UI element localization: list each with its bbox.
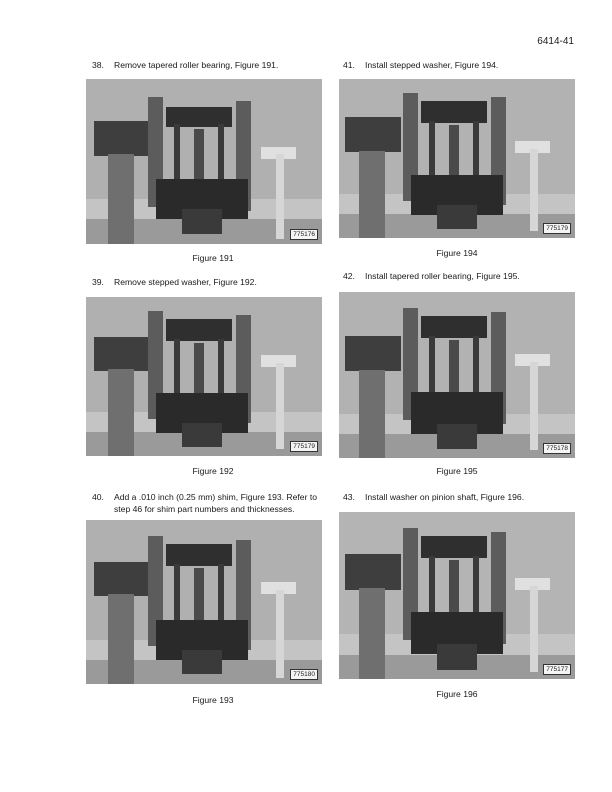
photo-id: 775179 <box>290 441 318 452</box>
step-43 <box>343 491 524 503</box>
figure-194-caption: Figure 194 <box>436 248 478 258</box>
photo-id: 775178 <box>543 443 571 454</box>
photo-id: 775176 <box>290 229 318 240</box>
step-number: 39. <box>92 277 104 287</box>
fixture-image <box>339 79 575 238</box>
step-number: 43. <box>343 492 355 502</box>
figure-191-photo <box>86 79 322 244</box>
step-40 <box>92 491 332 515</box>
step-text: Install stepped washer, Figure 194. <box>365 60 499 70</box>
step-number: 38. <box>92 60 104 70</box>
fixture-image <box>339 512 575 679</box>
figure-194-photo <box>339 79 575 238</box>
step-39 <box>92 276 257 288</box>
figure-193-photo <box>86 520 322 684</box>
step-41 <box>343 59 498 71</box>
step-42 <box>343 270 520 282</box>
step-text: Remove tapered roller bearing, Figure 191. <box>114 60 279 70</box>
step-number: 40. <box>92 492 104 502</box>
step-38 <box>92 59 278 71</box>
photo-id: 775177 <box>543 664 571 675</box>
step-number: 42. <box>343 271 355 281</box>
figure-196-caption: Figure 196 <box>436 689 478 699</box>
step-text: Install tapered roller bearing, Figure 195. <box>365 271 520 281</box>
fixture-image <box>86 297 322 456</box>
step-text: Install washer on pinion shaft, Figure 196. <box>365 492 525 502</box>
fixture-image <box>339 292 575 458</box>
figure-196-photo <box>339 512 575 679</box>
figure-191-caption: Figure 191 <box>192 253 234 263</box>
fixture-image <box>86 79 322 244</box>
step-text: Remove stepped washer, Figure 192. <box>114 277 257 287</box>
figure-195-caption: Figure 195 <box>436 466 478 476</box>
figure-193-caption: Figure 193 <box>192 695 234 705</box>
figure-192-caption: Figure 192 <box>192 466 234 476</box>
fixture-image <box>86 520 322 684</box>
step-number: 41. <box>343 60 355 70</box>
photo-id: 775179 <box>543 223 571 234</box>
photo-id: 775180 <box>290 669 318 680</box>
step-text: Add a .010 inch (0.25 mm) shim, Figure 193. Refer to step 46 for shim part numbers and thicknesses. <box>114 492 318 514</box>
page-number: 6414-41 <box>537 36 574 47</box>
figure-192-photo <box>86 297 322 456</box>
figure-195-photo <box>339 292 575 458</box>
